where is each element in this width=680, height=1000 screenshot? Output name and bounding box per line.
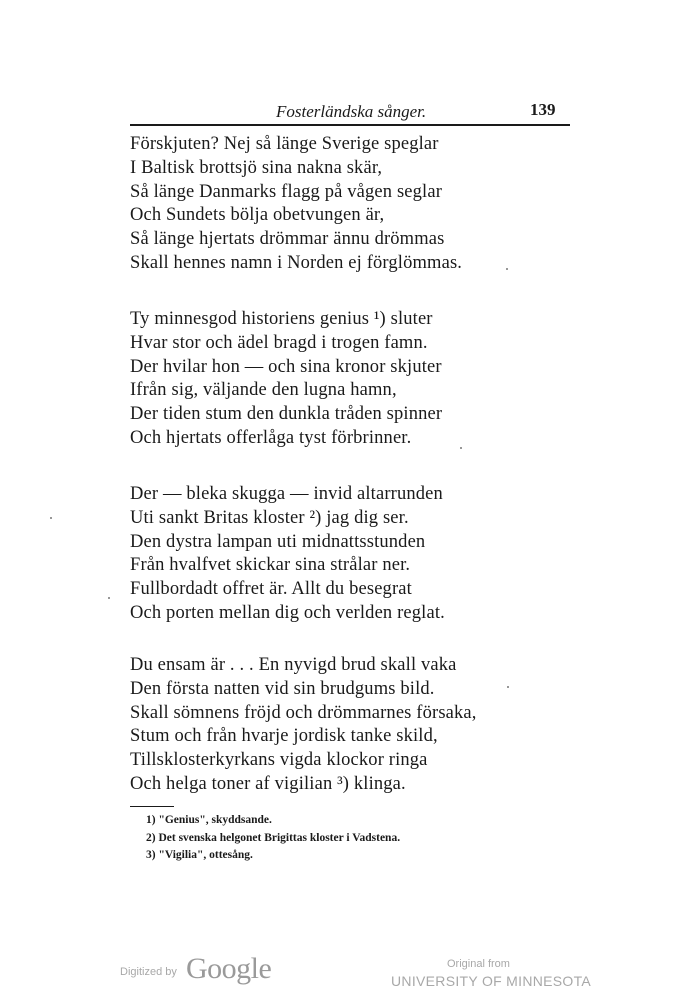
poem-line: Der — bleka skugga — invid altarrunden bbox=[130, 484, 443, 504]
poem-line: Den första natten vid sin brudgums bild. bbox=[130, 678, 435, 699]
stanza-4 bbox=[130, 654, 477, 797]
header-rule bbox=[130, 124, 570, 126]
footnote: 2) Det svenska helgonet Brigittas kloster i Vadstena. bbox=[146, 831, 401, 844]
ink-speck bbox=[507, 686, 509, 688]
footnote: 3) "Vigilia", ottesång. bbox=[146, 849, 253, 861]
footnote-rule bbox=[130, 806, 174, 807]
poem-line: Skall sömnens fröjd och drömmarnes försaka, bbox=[130, 702, 477, 723]
poem-line: I Baltisk brottsjö sina nakna skär, bbox=[130, 157, 383, 178]
ink-speck bbox=[506, 268, 508, 270]
poem-line: Uti sankt Britas kloster ²) jag dig ser. bbox=[130, 507, 409, 528]
poem-line: Stum och från hvarje jordisk tanke skild, bbox=[130, 726, 438, 747]
digitized-by-label: Digitized by bbox=[120, 966, 177, 978]
stanza-2 bbox=[130, 308, 442, 451]
footnotes bbox=[146, 812, 400, 865]
poem-line: Och Sundets bölja obetvungen är, bbox=[130, 205, 385, 226]
stanza-1 bbox=[130, 133, 462, 276]
poem-line: Ifrån sig, väljande den lugna hamn, bbox=[130, 380, 397, 401]
poem-line: Förskjuten? Nej så länge Sverige speglar bbox=[130, 134, 439, 154]
running-header-title: Fosterländska sånger. bbox=[276, 102, 427, 121]
page-number: 139 bbox=[530, 100, 556, 119]
ink-speck bbox=[460, 447, 462, 449]
stanza-3 bbox=[130, 483, 445, 626]
poem-line: Så länge Danmarks flagg på vågen seglar bbox=[130, 181, 443, 202]
poem-line: Fullbordadt offret är. Allt du besegrat bbox=[130, 579, 412, 600]
original-from-label: Original from bbox=[447, 958, 510, 970]
footnote: 1) "Genius", skyddsande. bbox=[146, 814, 272, 826]
poem-line: Hvar stor och ädel bragd i trogen famn. bbox=[130, 332, 428, 353]
poem-line: Der tiden stum den dunkla tråden spinner bbox=[130, 404, 443, 425]
poem-line: Skall hennes namn i Norden ej förglömmas. bbox=[130, 252, 463, 273]
google-logo: Google bbox=[186, 952, 272, 985]
poem-line: Ty minnesgod historiens genius ¹) sluter bbox=[130, 309, 433, 329]
poem-line: Der hvilar hon — och sina kronor skjuter bbox=[130, 356, 442, 377]
poem-line: Och porten mellan dig och verlden reglat. bbox=[130, 602, 445, 623]
poem-line: Tillsklosterkyrkans vigda klockor ringa bbox=[130, 750, 428, 771]
poem-line: Den dystra lampan uti midnattsstunden bbox=[130, 531, 426, 552]
university-label: UNIVERSITY OF MINNESOTA bbox=[391, 973, 592, 989]
ink-speck bbox=[50, 517, 52, 519]
poem-line: Och helga toner af vigilian ³) klinga. bbox=[130, 773, 406, 794]
poem-line: Så länge hjertats drömmar ännu drömmas bbox=[130, 229, 445, 250]
poem-line: Och hjertats offerlåga tyst förbrinner. bbox=[130, 427, 412, 448]
poem-line: Från hvalfvet skickar sina strålar ner. bbox=[130, 555, 411, 576]
ink-speck bbox=[108, 597, 110, 599]
poem-line: Du ensam är . . . En nyvigd brud skall vaka bbox=[130, 655, 457, 675]
